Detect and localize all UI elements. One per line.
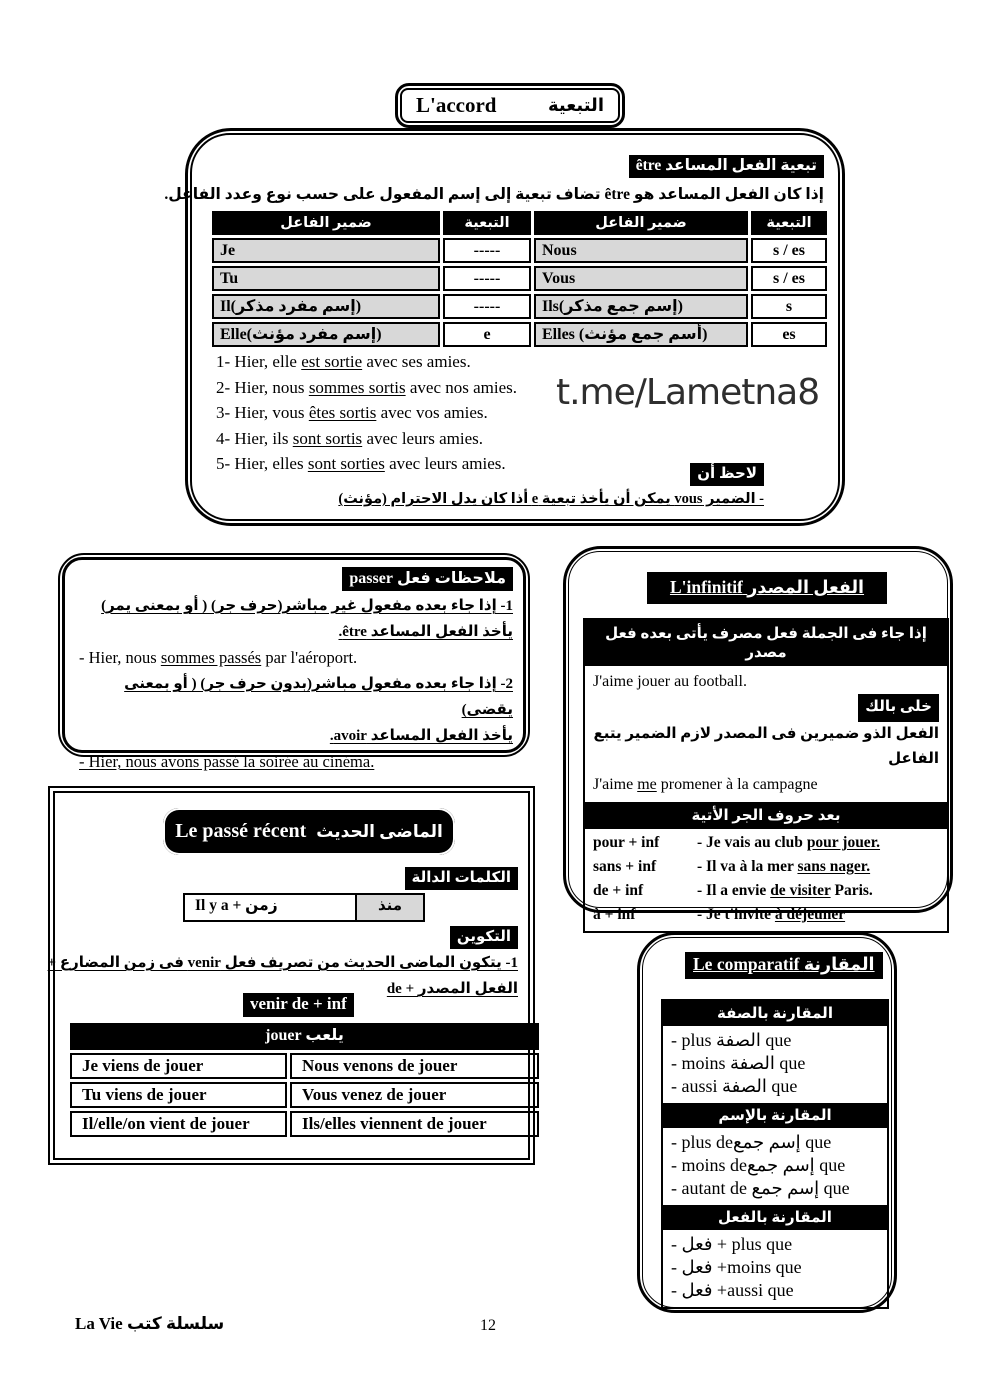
comparatif-lines — [663, 1026, 887, 1103]
passer-rule-line — [75, 749, 513, 775]
pronoun-cell: Ils(إسم جمع مذكر) — [534, 294, 748, 319]
infinitif-table — [583, 618, 949, 933]
keywords-heading: الكلمات الدالة — [405, 867, 518, 890]
passe-recent-title — [163, 808, 455, 855]
example-sentence: 4- Hier, ils sont sortis avec leurs amies. — [216, 428, 484, 448]
comparatif-line: - فعل +moins que — [671, 1257, 802, 1277]
telegram-watermark: t.me/Lametna8 — [556, 372, 820, 413]
preposition-pattern: sans + inf — [593, 858, 657, 875]
infinitif-section — [563, 546, 953, 923]
example-sentence: 3- Hier, vous êtes sortis avec vos amies. — [216, 403, 488, 422]
arabic-rule: يأخذ الفعل المساعد avoir. — [329, 728, 513, 744]
ending-cell: es — [751, 322, 827, 347]
preposition-pattern: pour + inf — [593, 834, 660, 851]
passe-recent-title-arabic: الماضى الحديث — [316, 821, 443, 841]
note-heading: لاحظ أن — [690, 463, 764, 486]
comparatif-line: - autant de إسم جمع que — [671, 1178, 850, 1198]
conjugation-row — [70, 1111, 539, 1137]
passer-rule-line — [75, 593, 513, 619]
attention-heading: خلى بالك — [858, 694, 939, 722]
conjugation-cell: Il/elle/on vient de jouer — [70, 1111, 287, 1137]
comparatif-block — [663, 1103, 887, 1205]
preposition-rows — [585, 829, 947, 931]
comparatif-title-arabic: المقارنة — [803, 954, 875, 974]
preposition-example: - Il va à la mer sans nager. — [697, 858, 871, 875]
infinitif-title — [647, 572, 887, 604]
preposition-row — [585, 879, 947, 903]
comparatif-block — [663, 1001, 887, 1103]
comparatif-line: - plus deإسم جمع que — [671, 1132, 832, 1152]
passer-heading: ملاحظات فعل passer — [342, 567, 513, 591]
arabic-rule: 1- إذا جاء بعده مفعول غير مباشر(حرف جر) ( أو بمعنى يمر) — [101, 598, 513, 614]
passer-rule-line — [75, 645, 513, 671]
conjugation-cell: Je viens de jouer — [70, 1053, 287, 1079]
preposition-row — [585, 831, 947, 855]
pronoun-cell: Il(إسم مفرد مذكر) — [212, 294, 440, 319]
agreement-table — [212, 211, 828, 350]
pronoun-cell: Elles (أسم جمع مؤنث) — [534, 322, 748, 347]
header-cell: ضمير الفاعل — [212, 211, 440, 235]
table-row — [212, 238, 828, 263]
agreement-table-body — [212, 238, 828, 347]
passer-notes-section — [58, 553, 530, 771]
conjugation-cell: Vous venez de jouer — [290, 1082, 539, 1108]
pronoun-cell: Nous — [534, 238, 748, 263]
infinitif-rule-bar: إذا جاء فى الجملة فعل مصرف يأتى بعده فعل مصدر — [585, 620, 947, 666]
infinitif-tip: الفعل الذو ضميرين فى المصدر لازم الضمير يتبع الفاعل — [593, 726, 939, 767]
comparatif-table — [661, 999, 889, 1309]
conjugation-row — [70, 1082, 539, 1108]
keywords-table — [183, 893, 425, 922]
ending-cell: ----- — [443, 238, 531, 263]
table-row — [212, 294, 828, 319]
keyword-ilya: Il y a + زمن — [185, 895, 357, 920]
header-cell: ضمير الفاعل — [534, 211, 748, 235]
ending-cell: s / es — [751, 238, 827, 263]
comparatif-title — [685, 952, 883, 979]
comparatif-line: - فعل +aussi que — [671, 1280, 794, 1300]
preposition-example: - Je t'invite à déjeuner — [697, 906, 846, 923]
conjugation-rows — [70, 1053, 539, 1137]
conjugation-cell: Ils/elles viennent de jouer — [290, 1111, 539, 1137]
comparatif-line: - moins الصفة que — [671, 1053, 806, 1073]
infinitif-title-french: L'infinitif — [669, 577, 743, 597]
formation-heading: التكوين — [450, 926, 518, 949]
comparatif-line: - فعل + plus que — [671, 1234, 793, 1254]
pronoun-cell: Je — [212, 238, 440, 263]
comparatif-block-header: المقارنة بالإسم — [663, 1103, 887, 1128]
infinitif-title-arabic: الفعل المصدر — [747, 577, 865, 597]
accord-section — [164, 128, 845, 526]
ending-cell: s / es — [751, 266, 827, 291]
page-title — [395, 83, 625, 128]
french-example: - Hier, nous sommes passés par l'aéroport. — [79, 648, 358, 667]
venir-pattern: venir de + inf — [243, 993, 354, 1017]
preposition-example: - Il a envie de visiter Paris. — [697, 882, 873, 899]
passe-recent-title-french: Le passé récent — [175, 820, 307, 842]
ending-cell: ----- — [443, 266, 531, 291]
passer-rule-line — [75, 671, 513, 723]
example-sentences — [216, 349, 517, 477]
comparatif-line: - moins deإسم جمع que — [671, 1155, 846, 1175]
header-cell: التبعية — [751, 211, 827, 235]
accord-heading: تبعية الفعل المساعد être — [629, 155, 824, 178]
passer-rules — [75, 593, 513, 775]
arabic-rule: يأخذ الفعل المساعد être. — [338, 624, 513, 640]
comparatif-block-header: المقارنة بالفعل — [663, 1205, 887, 1230]
preposition-row — [585, 903, 947, 927]
prepositions-bar: بعد حروف الجر الأتية — [585, 802, 947, 829]
note-text: - الضمير vous يمكن أن يأخذ تبعية e أذا كان يدل الاحترام (مؤنث) — [338, 491, 764, 507]
passer-rule-line — [75, 619, 513, 645]
page-number: 12 — [480, 1317, 496, 1334]
comparatif-title-french: Le comparatif — [693, 954, 800, 974]
ending-cell: e — [443, 322, 531, 347]
conjugation-cell: Nous venons de jouer — [290, 1053, 539, 1079]
preposition-pattern: à + inf — [593, 906, 636, 923]
ending-cell: s — [751, 294, 827, 319]
example-sentence: 1- Hier, elle est sortie avec ses amies. — [216, 352, 471, 371]
agreement-table-header — [212, 211, 828, 235]
conjugation-row — [70, 1053, 539, 1079]
page-title-arabic: التبعية — [547, 95, 604, 115]
preposition-row — [585, 855, 947, 879]
comparatif-lines — [663, 1230, 887, 1307]
comparatif-lines — [663, 1128, 887, 1205]
comparatif-block-header: المقارنة بالصفة — [663, 1001, 887, 1026]
table-row — [212, 266, 828, 291]
conjugation-header: jouer يلعب — [70, 1023, 539, 1050]
comparatif-line: - plus الصفة que — [671, 1030, 792, 1050]
preposition-pattern: de + inf — [593, 882, 644, 899]
conjugation-cell: Tu viens de jouer — [70, 1082, 287, 1108]
formation-rule-2: de + الفعل المصدر — [386, 981, 518, 997]
comparatif-section — [637, 932, 897, 1313]
passer-rule-line — [75, 723, 513, 749]
example-sentence: 2- Hier, nous sommes sortis avec nos amies. — [216, 377, 518, 397]
formation-rule-1: 1- يتكون الماضى الحديث من تصريف فعل venir فى زمن المضارع + — [47, 955, 518, 971]
ending-cell: ----- — [443, 294, 531, 319]
comparatif-line: - aussi الصفة que — [671, 1076, 798, 1096]
book-series-brand: La Vie سلسلة كتب — [75, 1314, 225, 1333]
infinitif-example-1: J'aime jouer au football. — [593, 673, 747, 690]
keyword-mundhu: منذ — [357, 895, 423, 920]
arabic-rule: 2- إذا جاء بعده مفعول مباشر(بدون حرف جر) ( أو بمعنى يقضى) — [124, 676, 513, 718]
header-cell: التبعية — [443, 211, 531, 235]
table-row — [212, 322, 828, 347]
pronoun-cell: Elle(إسم مفرد مؤنث) — [212, 322, 440, 347]
page-title-french: L'accord — [416, 93, 497, 117]
accord-intro: إذا كان الفعل المساعد هو être تضاف تبعية إلى إسم المفعول على حسب نوع وعدد الفاعل. — [164, 186, 824, 203]
french-example: - Hier, nous avons passé la soirée au cinéma. — [79, 752, 375, 771]
comparatif-block — [663, 1205, 887, 1307]
infinitif-example-2: J'aime me promener à la campagne — [593, 776, 818, 793]
conjugation-table — [70, 1023, 539, 1137]
pronoun-cell: Tu — [212, 266, 440, 291]
preposition-example: - Je vais au club pour jouer. — [697, 834, 881, 851]
example-sentence: 5- Hier, elles sont sorties avec leurs amies. — [216, 454, 506, 473]
passe-recent-section — [48, 786, 535, 1165]
pronoun-cell: Vous — [534, 266, 748, 291]
